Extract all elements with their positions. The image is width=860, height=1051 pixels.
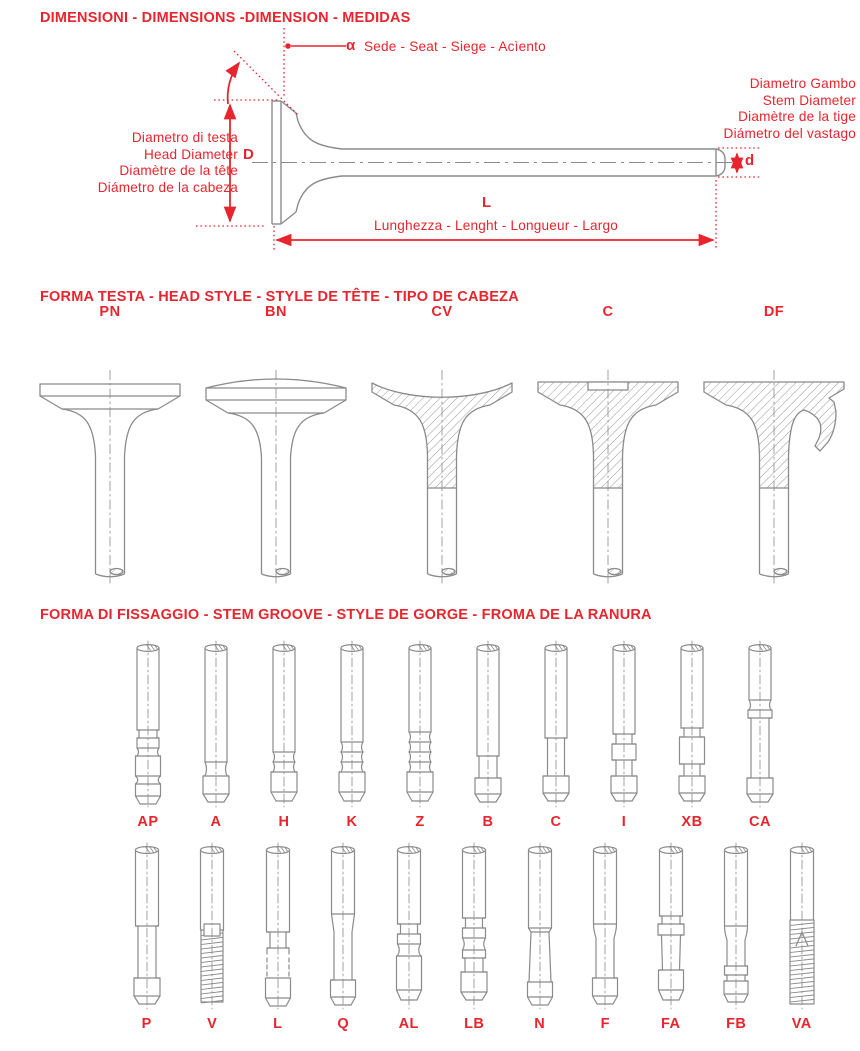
stem-figure-Z — [386, 638, 454, 830]
valve-head-drawing — [525, 326, 691, 588]
stem-figure-N — [507, 840, 573, 1032]
stem-figure-VA — [769, 840, 835, 1032]
valve-stem-drawing — [390, 638, 450, 810]
head-drawing-slot — [359, 326, 525, 588]
stem-diameter-symbol: d — [745, 152, 755, 169]
valve-head-drawing — [27, 326, 193, 588]
stem-groove-label: C — [550, 814, 562, 830]
stem-drawing-slot — [641, 840, 701, 1012]
stem-drawing-slot — [379, 840, 439, 1012]
stem-groove-label: LB — [464, 1016, 485, 1032]
stem-figure-FA — [638, 840, 704, 1032]
stem-groove-label: AL — [398, 1016, 419, 1032]
head-drawing-slot — [193, 326, 359, 588]
stem-drawing-slot — [313, 840, 373, 1012]
stem-groove-label: FB — [726, 1016, 747, 1032]
valve-stem-drawing — [458, 638, 518, 810]
valve-stem-drawing — [641, 840, 701, 1012]
valve-stem-drawing — [254, 638, 314, 810]
head-style-figure-PN — [27, 304, 193, 588]
length-label: Lunghezza - Lenght - Longueur - Largo — [374, 218, 618, 233]
stem-figure-CA — [726, 638, 794, 830]
stem-groove-label: A — [210, 814, 222, 830]
valve-stem-drawing — [444, 840, 504, 1012]
stem-groove-label: Q — [337, 1016, 350, 1032]
stem-figure-XB — [658, 638, 726, 830]
stem-groove-label: F — [600, 1016, 610, 1032]
valve-stem-drawing — [118, 638, 178, 810]
stem-figure-AP — [114, 638, 182, 830]
seat-label: Sede - Seat - Siege - Acìento — [364, 39, 546, 54]
stem-drawing-slot — [730, 638, 790, 810]
seat-angle-symbol: α — [346, 37, 356, 54]
stem-drawing-slot — [117, 840, 177, 1012]
valve-dimension-diagram — [0, 18, 860, 268]
stem-figure-A — [182, 638, 250, 830]
dimensions-section-title: DIMENSIONI - DIMENSIONS -DIMENSION - MEDIDAS — [40, 10, 411, 26]
valve-stem-drawing — [772, 840, 832, 1012]
stem-drawing-slot — [118, 638, 178, 810]
valve-stem-drawing — [117, 840, 177, 1012]
stem-figure-B — [454, 638, 522, 830]
valve-stem-drawing — [379, 840, 439, 1012]
stem-drawing-slot — [594, 638, 654, 810]
valve-head-drawing — [359, 326, 525, 588]
stem-groove-label: I — [621, 814, 627, 830]
stem-drawing-slot — [458, 638, 518, 810]
valve-stem-drawing — [248, 840, 308, 1012]
head-drawing-slot — [691, 326, 857, 588]
stem-drawing-slot — [772, 840, 832, 1012]
stem-diameter-label: Diametro Gambo Stem Diameter Diamètre de la tige Diámetro del vastago — [723, 76, 856, 141]
length-symbol: L — [482, 194, 492, 211]
head-drawing-slot — [525, 326, 691, 588]
stem-groove-label: CA — [749, 814, 771, 830]
stem-figure-I — [590, 638, 658, 830]
stem-groove-label: L — [273, 1016, 283, 1032]
head-diameter-label: Diametro di testa Head Diameter Diamètre de la tête Diámetro de la cabeza — [97, 130, 238, 195]
valve-stem-drawing — [510, 840, 570, 1012]
stem-figure-FB — [704, 840, 770, 1032]
stem-figure-K — [318, 638, 386, 830]
head-diameter-symbol: D — [243, 146, 254, 163]
stem-groove-label: P — [141, 1016, 152, 1032]
head-styles-row — [27, 304, 857, 588]
head-style-label: BN — [265, 304, 287, 320]
stem-grooves-row-1 — [114, 638, 794, 830]
stem-drawing-slot — [248, 840, 308, 1012]
stem-figure-P — [114, 840, 180, 1032]
stem-figure-H — [250, 638, 318, 830]
stem-figure-LB — [442, 840, 508, 1032]
stem-figure-V — [180, 840, 246, 1032]
stem-grooves-section-title: FORMA DI FISSAGGIO - STEM GROOVE - STYLE DE GORGE - FROMA DE LA RANURA — [40, 607, 652, 623]
valve-head-drawing — [193, 326, 359, 588]
head-style-label: PN — [99, 304, 121, 320]
stem-figure-C — [522, 638, 590, 830]
stem-groove-label: B — [482, 814, 494, 830]
stem-drawing-slot — [182, 840, 242, 1012]
valve-stem-drawing — [730, 638, 790, 810]
stem-groove-label: N — [534, 1016, 546, 1032]
valve-stem-drawing — [526, 638, 586, 810]
head-style-figure-DF — [691, 304, 857, 588]
stem-groove-label: V — [207, 1016, 218, 1032]
valve-stem-drawing — [575, 840, 635, 1012]
head-style-figure-C — [525, 304, 691, 588]
stem-figure-F — [573, 840, 639, 1032]
stem-drawing-slot — [390, 638, 450, 810]
stem-groove-label: XB — [681, 814, 703, 830]
stem-drawing-slot — [444, 840, 504, 1012]
stem-drawing-slot — [322, 638, 382, 810]
stem-figure-Q — [311, 840, 377, 1032]
valve-stem-drawing — [706, 840, 766, 1012]
stem-drawing-slot — [575, 840, 635, 1012]
valve-head-drawing — [691, 326, 857, 588]
valve-stem-drawing — [662, 638, 722, 810]
stem-drawing-slot — [510, 840, 570, 1012]
stem-figure-AL — [376, 840, 442, 1032]
head-styles-section-title: FORMA TESTA - HEAD STYLE - STYLE DE TÊTE - TIPO DE CABEZA — [40, 289, 519, 305]
head-style-label: C — [602, 304, 614, 320]
stem-groove-label: K — [346, 814, 358, 830]
head-style-figure-BN — [193, 304, 359, 588]
valve-stem-drawing — [322, 638, 382, 810]
stem-groove-label: VA — [791, 1016, 812, 1032]
head-drawing-slot — [27, 326, 193, 588]
stem-groove-label: H — [278, 814, 290, 830]
stem-drawing-slot — [186, 638, 246, 810]
stem-groove-label: FA — [660, 1016, 681, 1032]
head-style-label: DF — [763, 304, 785, 320]
stem-groove-label: AP — [137, 814, 159, 830]
head-style-figure-CV — [359, 304, 525, 588]
valve-stem-drawing — [594, 638, 654, 810]
stem-figure-L — [245, 840, 311, 1032]
stem-drawing-slot — [526, 638, 586, 810]
valve-stem-drawing — [313, 840, 373, 1012]
stem-grooves-row-2 — [114, 840, 835, 1032]
stem-drawing-slot — [706, 840, 766, 1012]
stem-drawing-slot — [254, 638, 314, 810]
valve-stem-drawing — [182, 840, 242, 1012]
head-style-label: CV — [431, 304, 453, 320]
valve-stem-drawing — [186, 638, 246, 810]
stem-groove-label: Z — [415, 814, 425, 830]
stem-drawing-slot — [662, 638, 722, 810]
